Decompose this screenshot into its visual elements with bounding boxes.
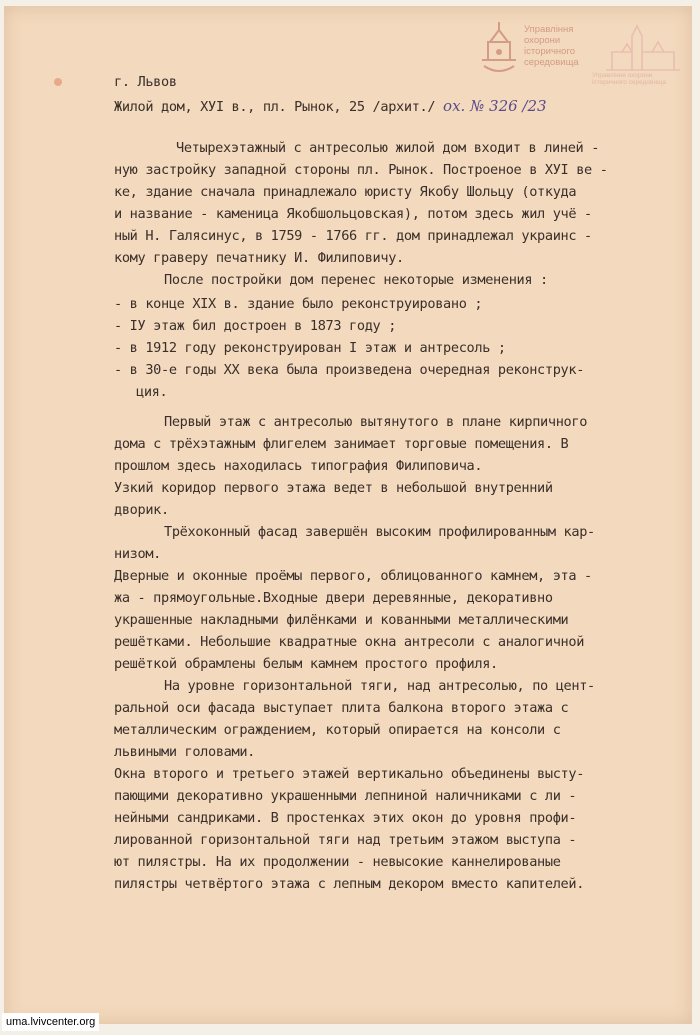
list-item: - в 30-е годы XX века была произведена очередная реконструк- bbox=[114, 362, 585, 378]
text-line: Окна второго и третьего этажей вертикально объединены высту- bbox=[114, 766, 585, 782]
text-line: украшенные накладными филёнками и кованными металлическими bbox=[114, 612, 569, 628]
text-line: и название - каменица Якобшольцовская), потом здесь жил учё - bbox=[114, 206, 592, 222]
logo-org-name: Управління охорони історичного середовища bbox=[524, 24, 579, 68]
text-line: ральной оси фасада выступает плита балкона второго этажа с bbox=[114, 700, 569, 716]
text-line: низом. bbox=[114, 546, 162, 562]
text-line: Трёхоконный фасад завершён высоким профилированным кар- bbox=[164, 524, 595, 540]
text-line: На уровне горизонтальной тяги, над антресолью, по цент- bbox=[164, 678, 595, 694]
list-item: - в конце XIX в. здание было реконструировано ; bbox=[114, 296, 483, 312]
text-line: решётками. Небольшие квадратные окна антресоли с аналогичной bbox=[114, 634, 585, 650]
text-line: ную застройку западной стороны пл. Рынок. Построеное в ХУI ве - bbox=[114, 162, 608, 178]
subject-text: Жилой дом, ХУI в., пл. Рынок, 25 /архит./ bbox=[114, 99, 436, 115]
text-line: пилястры четвёртого этажа с лепным декором вместо капителей. bbox=[114, 876, 585, 892]
text-line: После постройки дом перенес некоторые изменения : bbox=[164, 272, 548, 288]
text-line: львиными головами. bbox=[114, 744, 256, 760]
list-item: - в 1912 году реконструирован I этаж и антресоль ; bbox=[114, 340, 506, 356]
text-line: ный Н. Галясинус, в 1759 - 1766 гг. дом принадлежал украинс - bbox=[114, 228, 592, 244]
list-item: - IУ этаж бил достроен в 1873 году ; bbox=[114, 318, 397, 334]
list-item: ция. bbox=[136, 384, 168, 400]
text-line: пающими декоративно украшенными лепниной наличниками с ли - bbox=[114, 788, 577, 804]
text-line: Узкий коридор первого этажа ведет в небольшой внутренний bbox=[114, 480, 553, 496]
text-line: дома с трёхэтажным флигелем занимает торговые помещения. В bbox=[114, 436, 569, 452]
text-line: жа - прямоугольные.Входные двери деревянные, декоративно bbox=[114, 590, 553, 606]
city-line: г. Львов bbox=[114, 74, 177, 90]
text-line: решёткой обрамлены белым камнем простого профиля. bbox=[114, 656, 498, 672]
subject-line bbox=[114, 96, 547, 117]
text-line: дворик. bbox=[114, 502, 169, 518]
registration-number: ох. № 326 /23 bbox=[443, 97, 547, 115]
text-line: металлическим ограждением, который опирается на консоли с bbox=[114, 722, 561, 738]
text-line: Первый этаж с антресолью вытянутого в плане кирпичного bbox=[164, 414, 588, 430]
document-page bbox=[4, 6, 692, 1024]
text-line: прошлом здесь находилась типография Филиповича. bbox=[114, 458, 483, 474]
text-line: Четырехэтажный с антресолью жилой дом входит в линей - bbox=[176, 140, 600, 156]
typed-text bbox=[4, 6, 692, 1024]
text-line: ют пилястры. На их продолжении - невысокие каннелированые bbox=[114, 854, 561, 870]
text-line: нейными сандриками. В простенках этих окон до уровня профи- bbox=[114, 810, 577, 826]
text-line: Дверные и оконные проёмы первого, облицованного камнем, эта - bbox=[114, 568, 592, 584]
text-line: ке, здание сначала принадлежало юристу Якобу Шольцу (откуда bbox=[114, 184, 577, 200]
source-watermark: uma.lvivcenter.org bbox=[2, 1013, 99, 1031]
logo-faint-caption: Управління охорони історичного середовища bbox=[592, 72, 667, 86]
text-line: кому граверу печатнику И. Филиповичу. bbox=[114, 250, 404, 266]
text-line: лированной горизонтальной тяги над третьим этажом выступа - bbox=[114, 832, 577, 848]
